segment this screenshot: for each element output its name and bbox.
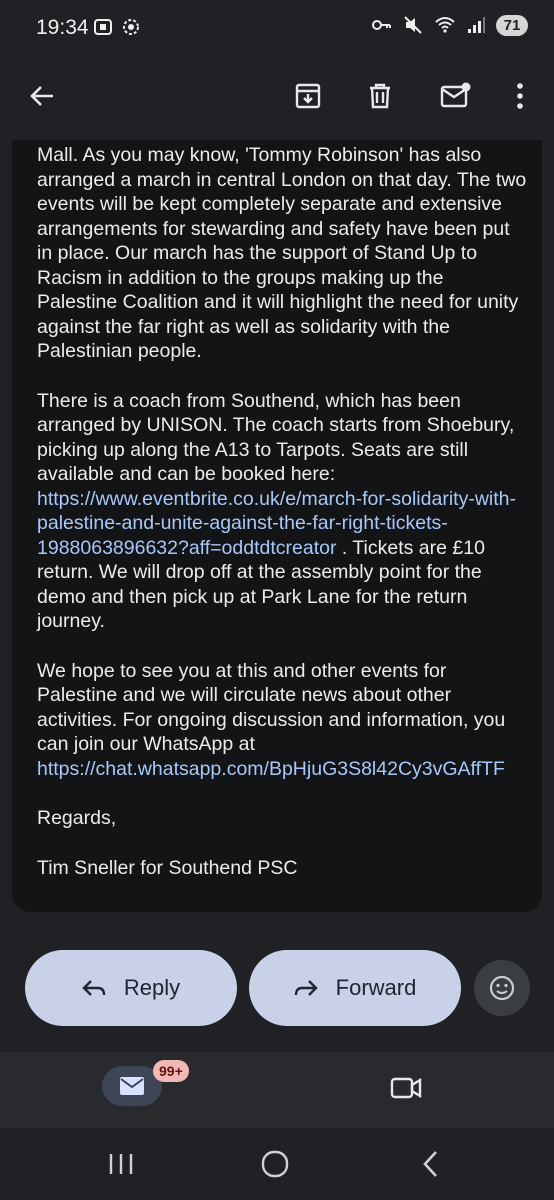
- archive-icon: [294, 82, 322, 110]
- video-icon: [389, 1075, 423, 1101]
- emoji-reaction-button[interactable]: [474, 960, 530, 1016]
- archive-button[interactable]: [286, 74, 330, 118]
- mark-unread-button[interactable]: [434, 74, 478, 118]
- chevron-left-icon: [416, 1148, 446, 1180]
- forward-button[interactable]: [249, 950, 461, 1026]
- home-button[interactable]: [258, 1148, 292, 1180]
- more-vert-icon: [515, 82, 525, 110]
- reply-button[interactable]: [25, 950, 237, 1026]
- email-paragraph: There is a coach from Southend, which has been arranged by UNISON. The coach starts from Shoebury, picking up along the A13 to Tarpots. Seats are still available and can be booked here: https://www.eventbrite.co.uk/e/march-for-solidarity-with-palestine-and-unite-against-the-far-right-tickets-1988063896632?aff=oddtdtcreator . Tickets are £10 return. We will drop off at the assembly point for the demo and then pick up at Park Lane for the return journey.: [37, 389, 516, 632]
- email-paragraph: Mall. As you may know, 'Tommy Robinson' has also arranged a march in central London on that day. The two events will be kept completely separate and extensive arrangements for stewarding and safety have been put in place. Our march has the support of Stand Up to Racism in addition to the groups making up the Palestine Coalition and it will highlight the need for unity against the far right as well as solidarity with the Palestinian people.: [37, 144, 527, 362]
- email-message-card: [12, 140, 542, 912]
- wifi-icon: [434, 14, 456, 36]
- meet-tab[interactable]: [384, 1070, 428, 1106]
- status-notification-icons: [92, 16, 142, 38]
- recent-apps-button[interactable]: [104, 1150, 138, 1178]
- email-signature: Tim Sneller for Southend PSC: [37, 856, 298, 879]
- reply-label: Reply: [123, 975, 181, 1000]
- emoji-icon: [488, 974, 516, 1002]
- whatsapp-link[interactable]: https://chat.whatsapp.com/BpHjuG3S8l42Cy3vGAffTF: [37, 757, 505, 780]
- settings-gear-icon: [120, 16, 142, 38]
- mark-unread-icon: [440, 82, 472, 110]
- system-navigation-bar: [0, 1128, 554, 1200]
- vpn-key-icon: [370, 14, 392, 36]
- eventbrite-link[interactable]: https://www.eventbrite.co.uk/e/march-for-solidarity-with-palestine-and-unite-against-the-far-right-tickets-1988063896632?aff=oddtdtcreator: [37, 487, 516, 559]
- email-body: [37, 143, 527, 905]
- reply-icon: [82, 978, 106, 998]
- bottom-navigation: [0, 1052, 554, 1128]
- forward-label: Forward: [335, 975, 417, 1000]
- recent-apps-icon: [104, 1150, 138, 1178]
- email-signoff: Regards,: [37, 807, 117, 829]
- signal-icon: [466, 15, 486, 35]
- status-time: 19:34: [36, 16, 89, 39]
- unread-count-badge: 99+: [153, 1060, 189, 1082]
- forward-icon: [294, 978, 318, 998]
- arrow-left-icon: [27, 81, 57, 111]
- mail-icon: [118, 1075, 146, 1097]
- app-bar: [0, 58, 554, 140]
- system-back-button[interactable]: [416, 1148, 446, 1180]
- battery-indicator: 71: [496, 15, 528, 36]
- delete-button[interactable]: [358, 74, 402, 118]
- message-actions: [0, 950, 554, 1030]
- mute-icon: [402, 14, 424, 36]
- status-system-icons: [370, 14, 528, 36]
- more-options-button[interactable]: [498, 74, 542, 118]
- home-icon: [258, 1148, 292, 1180]
- back-button[interactable]: [20, 74, 64, 118]
- trash-icon: [366, 82, 394, 110]
- status-bar: [0, 0, 554, 58]
- email-paragraph: We hope to see you at this and other events for Palestine and we will circulate news about other activities. For ongoing discussion and information, you can join our WhatsApp at https://chat.whatsapp.com/BpHjuG3S8l42Cy3vGAffTF: [37, 659, 506, 780]
- screenshot-icon: [92, 16, 114, 38]
